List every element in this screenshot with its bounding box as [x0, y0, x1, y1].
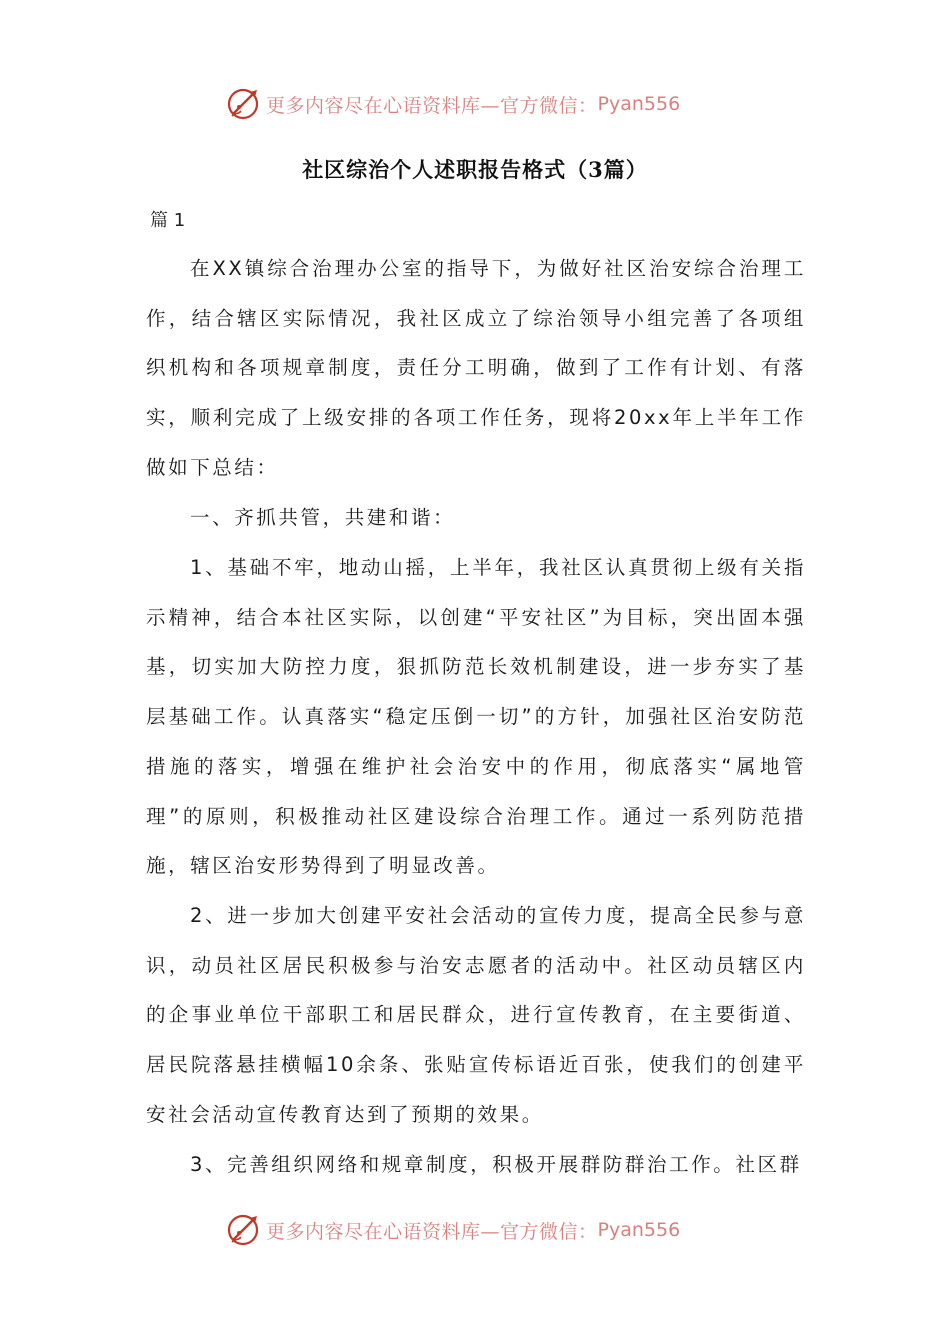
paragraph: 3、完善组织网络和规章制度，积极开展群防群治工作。社区群	[190, 1153, 802, 1176]
paragraph: 在XX镇综合治理办公室的指导下，为做好社区治安综合治理工作，结合辖区实际情况，我社区成立了综治领导小组完善了各项组织机构和各项规章制度，责任分工明确，做到了工作有计划、有落实，顺利完成了上级安排的各项工作任务，现将20xx年上半年工作做如下总结：	[146, 257, 806, 479]
watermark-text: 更多内容尽在心语资料库—官方微信：	[266, 1220, 598, 1243]
section-label: 篇 1	[150, 210, 186, 231]
watermark-text: 更多内容尽在心语资料库—官方微信：	[266, 94, 598, 117]
paragraph: 2、进一步加大创建平安社会活动的宣传力度，提高全民参与意识，动员社区居民积极参与治安志愿者的活动中。社区动员辖区内的企事业单位干部职工和居民群众，进行宣传教育，在主要街道、居民院落悬挂横幅10余条、张贴宣传标语近百张，使我们的创建平安社会活动宣传教育达到了预期的效果。	[146, 904, 806, 1126]
pen-logo-icon	[226, 1212, 262, 1248]
watermark-wechat-id: Pyan556	[597, 93, 681, 115]
document-title: 社区综治个人述职报告格式（3篇）	[302, 157, 648, 182]
pen-logo-icon	[226, 86, 262, 122]
paragraph: 1、基础不牢，地动山摇，上半年，我社区认真贯彻上级有关指示精神，结合本社区实际，以创建“平安社区”为目标，突出固本强基，切实加大防控力度，狠抓防范长效机制建设，进一步夯实了基层基础工作。认真落实“稳定压倒一切”的方针，加强社区治安防范措施的落实，增强在维护社会治安中的作用，彻底落实“属地管理”的原则，积极推动社区建设综合治理工作。通过一系列防范措施，辖区治安形势得到了明显改善。	[146, 556, 806, 878]
watermark-wechat-id: Pyan556	[597, 1219, 681, 1241]
watermark-banner-bottom	[226, 1212, 680, 1248]
watermark-banner-top	[226, 86, 680, 122]
paragraph: 一、齐抓共管，共建和谐：	[190, 506, 456, 529]
